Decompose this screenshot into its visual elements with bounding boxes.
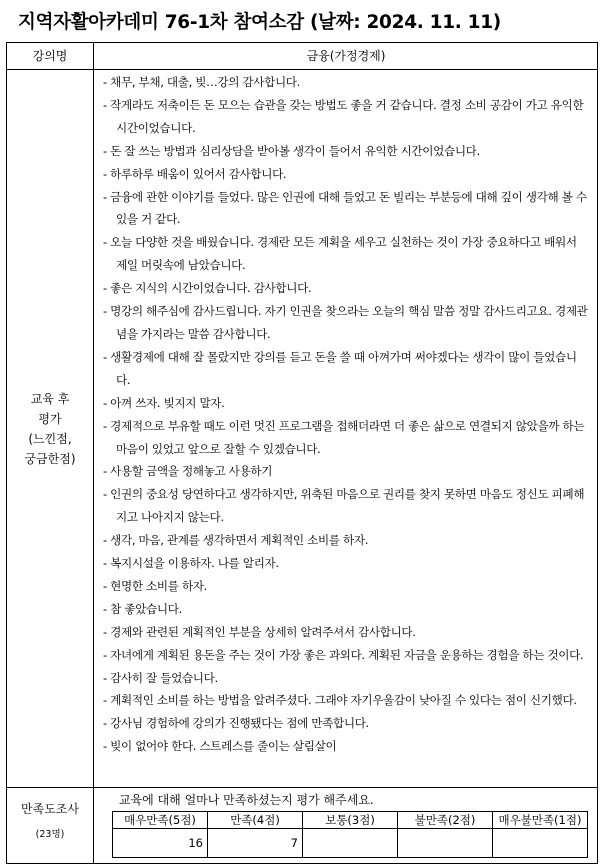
comment-item: - 채무, 부채, 대출, 빚…강의 감사합니다.: [103, 71, 589, 94]
section-divider: [7, 787, 597, 788]
comment-item: - 작게라도 저축이든 돈 모으는 습관을 갖는 방법도 좋을 거 같습니다. 결정 소비 공감이 가고 유익한 시간이었습니다.: [103, 94, 589, 140]
comment-item: - 명강의 해주심에 감사드립니다. 자기 인권을 찾으라는 오늘의 핵심 말씀 정말 감사드리고요. 경제관념을 가지라는 말씀 감사합니다.: [103, 300, 589, 346]
comment-item: - 좋은 지식의 시간이었습니다. 감사합니다.: [103, 277, 589, 300]
comment-item: - 경제와 관련된 계획적인 부분을 상세히 알려주셔서 감사합니다.: [103, 621, 589, 644]
score-value-satisfied: 7: [208, 829, 303, 858]
evaluation-label-line: 궁금한점): [24, 452, 76, 466]
comment-item: - 생각, 마음, 관계를 생각하면서 계획적인 소비를 하자.: [103, 529, 589, 552]
comment-item: - 복지시설을 이용하자. 나를 알리자.: [103, 552, 589, 575]
comment-item: - 자녀에게 계획된 용돈을 주는 것이 가장 좋은 과외다. 계획된 자금을 운용하는 경험을 하는 것이다.: [103, 644, 589, 667]
score-value-very-dissatisfied: [493, 829, 588, 858]
page-title: 지역자활아카데미 76-1차 참여소감 (날짜: 2024. 11. 11): [18, 12, 501, 33]
comment-item: - 금융에 관한 이야기를 들었다. 많은 인권에 대해 들었고 돈 빌리는 부분등에 대해 깊이 생각해 볼 수 있을 거 같다.: [103, 186, 589, 232]
survey-table: [6, 42, 598, 864]
score-value-dissatisfied: [398, 829, 493, 858]
comment-item: - 오늘 다양한 것을 배웠습니다. 경제란 모든 계획을 세우고 실천하는 것이 가장 중요하다고 배워서 제일 머릿속에 남았습니다.: [103, 231, 589, 277]
comment-item: - 하루하루 배움이 있어서 감사합니다.: [103, 163, 589, 186]
evaluation-label-line: 교육 후: [30, 392, 70, 406]
score-header-very-dissatisfied: 매우불만족(1점): [493, 812, 588, 829]
comment-item: - 빚이 없어야 한다. 스트레스를 줄이는 살림살이: [103, 735, 589, 758]
score-value-row: [113, 829, 588, 858]
header-divider: [7, 69, 597, 70]
score-header-dissatisfied: 불만족(2점): [398, 812, 493, 829]
evaluation-label-line: 평가: [38, 412, 62, 426]
comment-item: - 참 좋았습니다.: [103, 598, 589, 621]
score-header-row: [113, 812, 588, 829]
comment-item: - 감사히 잘 들었습니다.: [103, 667, 589, 690]
comment-item: - 경제적으로 부유할 때도 이런 멋진 프로그램을 접해더라면 더 좋은 삶으로 연결되지 않았을까 하는 마음이 있었고 앞으로 잘할 수 있겠습니다.: [103, 415, 589, 461]
comment-list: [103, 71, 589, 758]
comment-item: - 돈 잘 쓰는 방법과 심리상담을 받아볼 생각이 들어서 유익한 시간이었습니다.: [103, 140, 589, 163]
satisfaction-score-table: [112, 811, 588, 858]
comment-item: - 현명한 소비를 하자.: [103, 575, 589, 598]
satisfaction-title: 만족도조사: [21, 802, 79, 816]
score-header-satisfied: 만족(4점): [208, 812, 303, 829]
header-lecture-title: 금융(가정경제): [306, 49, 386, 63]
score-header-very-satisfied: 매우만족(5점): [113, 812, 208, 829]
comment-item: - 인권의 중요성 당연하다고 생각하지만, 위축된 마음으로 권리를 찾지 못하면 마음도 정신도 피폐해지고 나아지지 않는다.: [103, 483, 589, 529]
comment-item: - 계획적인 소비를 하는 방법을 알려주셨다. 그래야 자기우울감이 낮아질 수 있다는 점이 신기했다.: [103, 689, 589, 712]
score-value-very-satisfied: 16: [113, 829, 208, 858]
column-divider: [93, 43, 94, 863]
comment-item: - 강사님 경험하에 강의가 진행됐다는 점에 만족합니다.: [103, 712, 589, 735]
comment-item: - 생활경제에 대해 잘 몰랐지만 강의를 듣고 돈을 쓸 때 아껴가며 써야겠다는 생각이 많이 들었습니다.: [103, 346, 589, 392]
comment-item: - 아껴 쓰자. 빚지지 말자.: [103, 392, 589, 415]
header-lecture-name-label: 강의명: [32, 49, 68, 63]
satisfaction-question: 교육에 대해 얼마나 만족하셨는지 평가 해주세요.: [119, 793, 374, 807]
score-header-neutral: 보통(3점): [303, 812, 398, 829]
satisfaction-label: [7, 799, 93, 845]
respondent-count: (23명): [35, 829, 65, 840]
score-value-neutral: [303, 829, 398, 858]
evaluation-label-line: (느낀점,: [28, 432, 72, 446]
comment-item: - 사용할 금액을 정해놓고 사용하기: [103, 460, 589, 483]
evaluation-label: [7, 389, 93, 469]
